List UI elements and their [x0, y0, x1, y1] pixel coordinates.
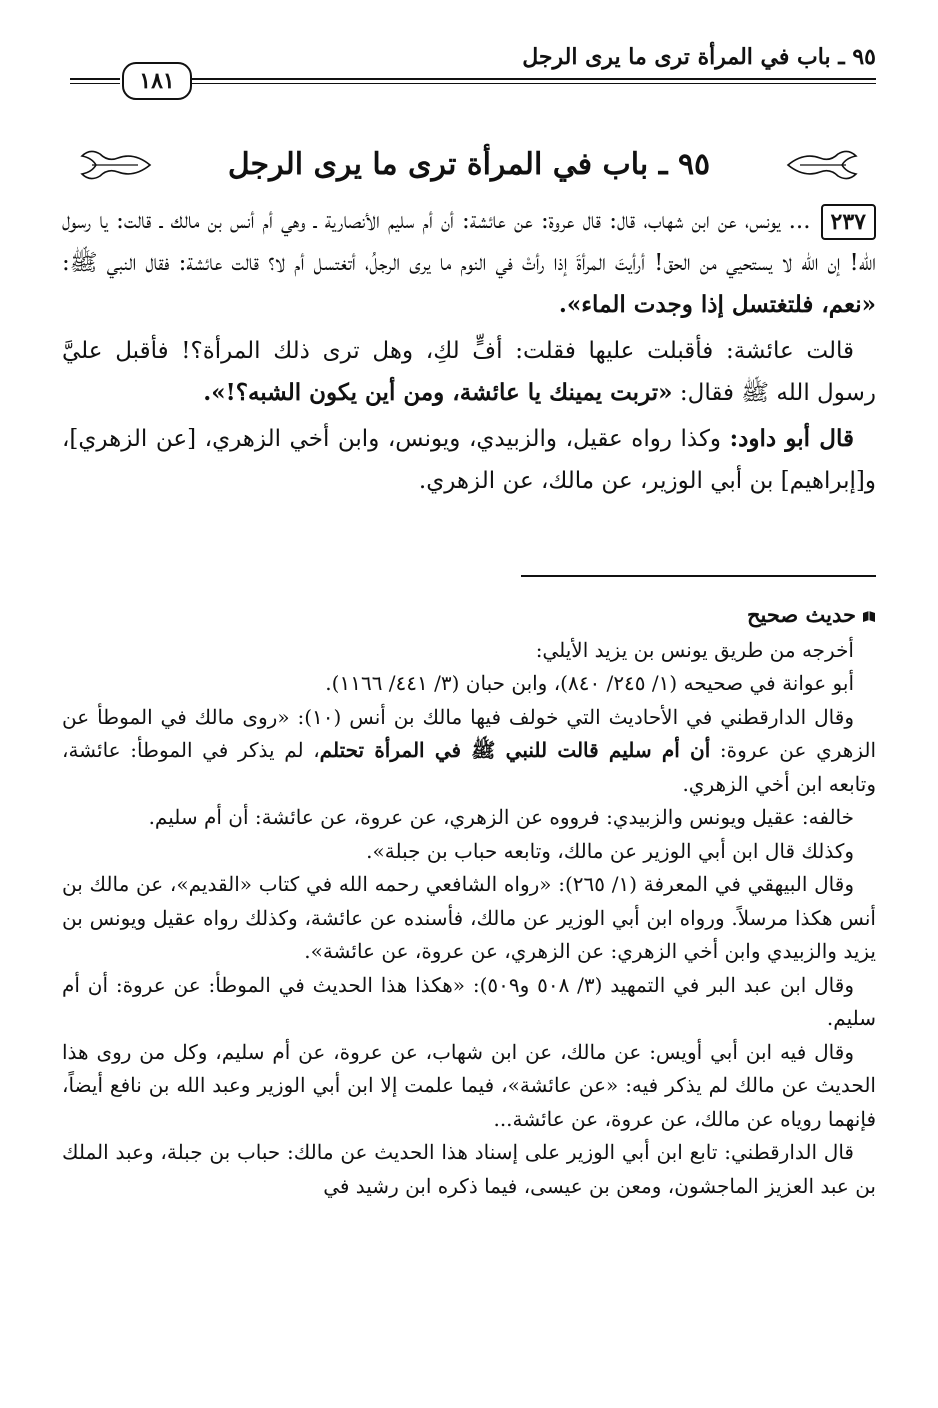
note-bold-text: أن أم سليم قالت للنبي ﷺ في المرأة تحتلم	[319, 738, 711, 762]
hadith-paragraph-2	[62, 330, 876, 414]
chapter-title: ٩٥ ـ باب في المرأة ترى ما يرى الرجل	[227, 147, 711, 182]
note-paragraph: قال الدارقطني: تابع ابن أبي الوزير على إسناد هذا الحديث عن مالك: حباب بن جبلة، وعبد الملك بن عبد العزيز الماجشون، ومعن بن عيسى، فيما ذكره ابن رشيد في	[62, 1140, 876, 1198]
header-rule-left	[70, 78, 120, 84]
footnote-separator	[521, 575, 876, 577]
note-paragraph: وقال فيه ابن أبي أويس: عن مالك، عن ابن شهاب، عن عروة، عن أم سليم، وكل من روى هذا الحديث عن مالك لم يذكر فيه: «عن عائشة»، فيما علمت إلا ابن أبي الوزير وعبد الله بن نافع أيضاً، فإنهما روياه عن مالك، عن عروة، عن عائشة...	[62, 1039, 876, 1131]
hadith-text-1: ... يونس، عن ابن شهاب، قال: قال عروة: عن عائشة: أن أم سليم الأنصارية ـ وهي أم أنس بن مالك ـ قالت: يا رسول الله! إن الله لا يستحيي من الحق! أرأيتَ المرأةَ إذا رأتْ في النوم ما يرى الرجلُ، أتغتسل أم لا؟ قالت عائشة: فقال النبي ﷺ:	[62, 208, 876, 276]
note-text: ، لم يذكر في الموطأ: عائشة، وتابعه ابن أخي الزهري.	[62, 738, 876, 796]
ornament-left-icon	[80, 148, 152, 182]
page-number: ١٨١	[122, 62, 192, 100]
notes-heading	[62, 598, 876, 632]
hadith-paragraph-3	[62, 418, 876, 502]
header-rule	[190, 78, 876, 84]
hadith-quote-2: «تربت يمينك يا عائشة، ومن أين يكون الشبه؟!».	[203, 379, 673, 406]
chapter-heading	[160, 140, 778, 190]
note-text: وقال الدارقطني في الأحاديث التي خولف فيها مالك بن أنس (١٠): «روى مالك في الموطأ عن الزهري عن عروة:	[62, 704, 876, 762]
note-paragraph: خالفه: عقيل ويونس والزبيدي: فرووه عن الزهري، عن عروة، عن عائشة: أن أم سليم.	[148, 805, 854, 829]
book-icon	[862, 610, 876, 624]
hadith-paragraph-1	[62, 200, 876, 326]
note-paragraph: وكذلك قال ابن أبي الوزير عن مالك، وتابعه حباب بن جبلة».	[366, 838, 854, 863]
note-line: أخرجه من طريق يونس بن يزيد الأيلي:	[535, 637, 854, 662]
hadith-text-2: قالت عائشة: فأقبلت عليها فقلت: أفٍّ لكِ، وهل ترى ذلك المرأة؟! فأقبل عليَّ رسول الله ﷺ فقال:	[62, 338, 876, 406]
notes-section	[62, 598, 876, 1203]
abu-dawud-label: قال أبو داود:	[729, 425, 854, 452]
hadith-number: ٢٣٧	[821, 204, 876, 240]
notes-heading-text: حديث صحيح	[746, 602, 856, 627]
note-paragraph	[62, 701, 876, 802]
hadith-text	[62, 200, 876, 506]
note-paragraph: وقال البيهقي في المعرفة (١/ ٢٦٥): «رواه الشافعي رحمه الله في كتاب «القديم»، عن مالك بن أنس هكذا مرسلاً. ورواه ابن أبي الوزير عن مالك، فأسنده عن عائشة، وكذلك رواه عقيل ويونس بن يزيد والزبيدي وابن أخي الزهري: عن الزهري، عن عروة، عن عائشة».	[62, 872, 876, 963]
note-paragraph: وقال ابن عبد البر في التمهيد (٣/ ٥٠٨ و٥٠٩): «هكذا هذا الحديث في الموطأ: عن عروة: أن أم سليم.	[62, 972, 876, 1030]
running-header	[70, 40, 876, 110]
note-line: أبو عوانة في صحيحه (١/ ٢٤٥/ ٨٤٠)، وابن حبان (٣/ ٤٤١/ ١١٦٦).	[325, 671, 854, 695]
ornament-right-icon	[786, 148, 858, 182]
hadith-quote-1: «نعم، فلتغتسل إذا وجدت الماء».	[558, 291, 876, 318]
hadith-text-3: وكذا رواه عقيل، والزبيدي، ويونس، وابن أخي الزهري، [عن الزهري]، و[إبراهيم] بن أبي الوزير، عن مالك، عن الزهري.	[62, 426, 876, 494]
running-title: ٩٥ ـ باب في المرأة ترى ما يرى الرجل	[522, 44, 876, 70]
